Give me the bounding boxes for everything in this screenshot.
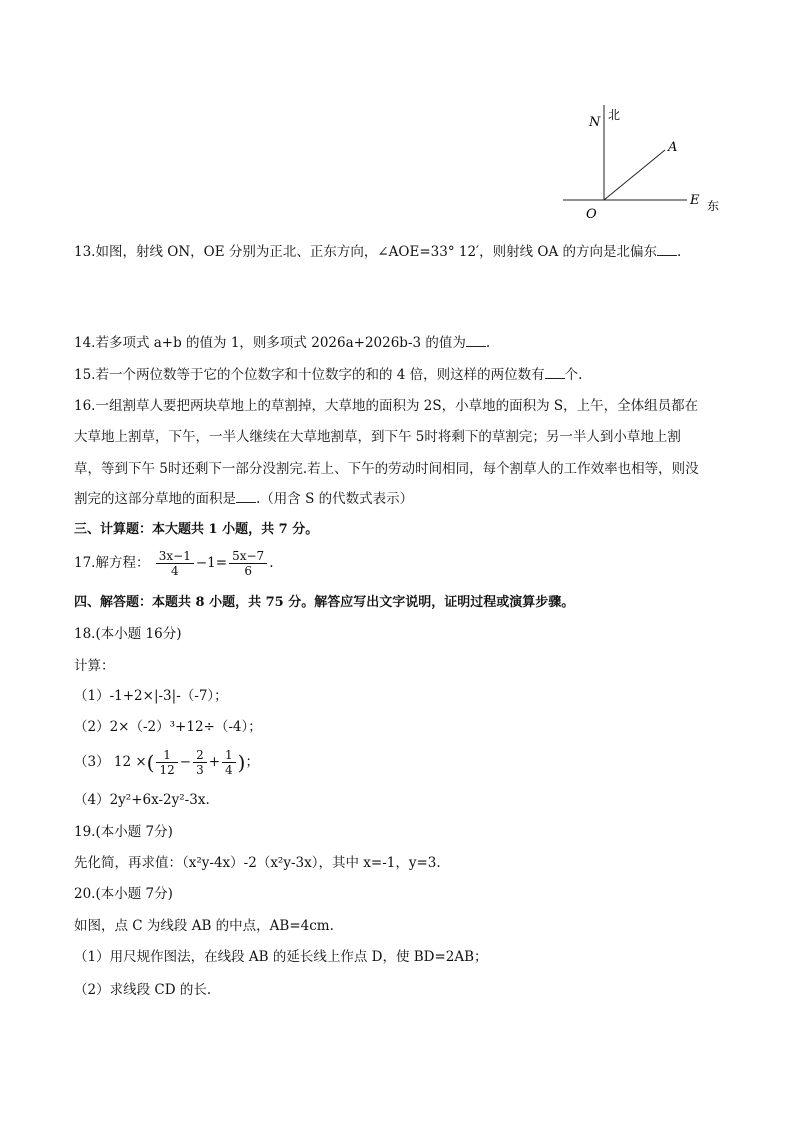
q17-num-1: 3x−1 bbox=[156, 549, 194, 564]
q17-mid: −1= bbox=[195, 555, 228, 571]
q18-f3-den: 4 bbox=[225, 763, 233, 777]
label-e: E bbox=[690, 193, 700, 208]
q18-frac-2 bbox=[193, 748, 207, 777]
q18-frac-3 bbox=[222, 748, 236, 777]
q15-text: 15.若一个两位数等于它的个位数字和十位数字的和的 4 倍，则这样的两位数有 bbox=[74, 367, 545, 383]
q18-f1-num: 1 bbox=[156, 748, 177, 763]
q18-intro: 计算： bbox=[74, 658, 115, 674]
q13-end: . bbox=[677, 244, 682, 260]
label-east: 东 bbox=[707, 199, 720, 213]
q17-fraction-right bbox=[229, 549, 267, 578]
q18-heading: 18.(本小题 16分) bbox=[74, 626, 182, 642]
left-paren: ( bbox=[146, 750, 155, 775]
question-16-line-1: 16.一组割草人要把两块草地上的草割掉，大草地的面积为 2S，小草地的面积为 S，上午，全体组员都在 bbox=[74, 398, 699, 414]
label-o: O bbox=[586, 207, 597, 222]
label-n: N bbox=[589, 115, 601, 130]
section-4-heading: 四、解答题：本题共 8 小题，共 75 分。解答应写出文字说明，证明过程或演算步骤。 bbox=[74, 595, 575, 610]
q18-part-1: （1）-1+2×|-3|-（-7）； bbox=[74, 688, 228, 704]
q18-p3-end: ； bbox=[245, 754, 259, 770]
q18-op-2: + bbox=[208, 754, 221, 770]
label-north: 北 bbox=[608, 108, 621, 122]
q18-f2-num: 2 bbox=[193, 748, 207, 763]
q18-part-2: （2）2×（-2）³+12÷（-4）； bbox=[74, 719, 262, 735]
label-a: A bbox=[668, 140, 678, 155]
answer-blank-13[interactable] bbox=[657, 241, 677, 256]
question-17 bbox=[74, 546, 273, 580]
question-15 bbox=[74, 364, 582, 385]
answer-blank-15[interactable] bbox=[545, 364, 565, 379]
q20-part-2: （2）求线段 CD 的长. bbox=[74, 982, 212, 998]
q18-part-3 bbox=[74, 745, 259, 780]
q14-text: 14.若多项式 a+b 的值为 1，则多项式 2026a+2026b-3 的值为 bbox=[74, 335, 466, 351]
section-3-heading: 三、计算题：本大题共 1 小题，共 7 分。 bbox=[74, 522, 319, 537]
question-14 bbox=[74, 332, 490, 353]
q13-text: 13.如图，射线 ON，OE 分别为正北、正东方向，∠AOE=33° 12′，则射线 OA 的方向是北偏东 bbox=[74, 244, 658, 260]
q18-f3-num: 1 bbox=[222, 748, 236, 763]
q17-label: 17.解方程： bbox=[74, 555, 150, 571]
q18-frac-1 bbox=[156, 748, 177, 777]
right-paren: ) bbox=[237, 750, 246, 775]
direction-diagram bbox=[555, 100, 730, 230]
question-13 bbox=[74, 241, 681, 262]
question-16-line-4 bbox=[74, 488, 413, 509]
q20-text: 如图，点 C 为线段 AB 的中点，AB=4cm. bbox=[74, 918, 334, 934]
q17-fraction-left bbox=[156, 549, 194, 578]
q17-end: . bbox=[269, 555, 274, 571]
q16-end: .（用含 S 的代数式表示） bbox=[256, 491, 414, 507]
q20-part-1: （1）用尺规作图法，在线段 AB 的延长线上作点 D，使 BD=2AB； bbox=[74, 949, 488, 965]
q18-f1-den: 12 bbox=[159, 763, 175, 777]
q18-op-1: − bbox=[179, 754, 192, 770]
q19-text: 先化简，再求值：（x²y-4x）-2（x²y-3x），其中 x=-1，y=3. bbox=[74, 855, 441, 871]
q19-heading: 19.(本小题 7分) bbox=[74, 824, 173, 840]
q17-den-2: 6 bbox=[244, 564, 252, 578]
q18-p3-prefix: （3） 12 × bbox=[74, 754, 147, 770]
question-16-line-3: 草，等到下午 5时还剩下一部分没割完.若上、下午的劳动时间相同，每个割草人的工作效率也相等，则没 bbox=[74, 461, 699, 477]
q17-den-1: 4 bbox=[171, 564, 179, 578]
answer-blank-16[interactable] bbox=[236, 488, 256, 503]
q18-f2-den: 3 bbox=[196, 763, 204, 777]
q17-num-2: 5x−7 bbox=[229, 549, 267, 564]
ray-oa bbox=[604, 150, 665, 200]
q20-heading: 20.(本小题 7分) bbox=[74, 886, 173, 902]
q16-text: 割完的这部分草地的面积是 bbox=[74, 491, 236, 507]
question-16-line-2: 大草地上割草，下午，一半人继续在大草地割草，到下午 5时将剩下的草割完；另一半人到小草地上割 bbox=[74, 429, 681, 445]
q15-end: 个. bbox=[564, 367, 583, 383]
answer-blank-14[interactable] bbox=[466, 332, 486, 347]
q18-part-4: （4）2y²+6x-2y²-3x. bbox=[74, 792, 210, 808]
q14-end: . bbox=[485, 335, 491, 351]
